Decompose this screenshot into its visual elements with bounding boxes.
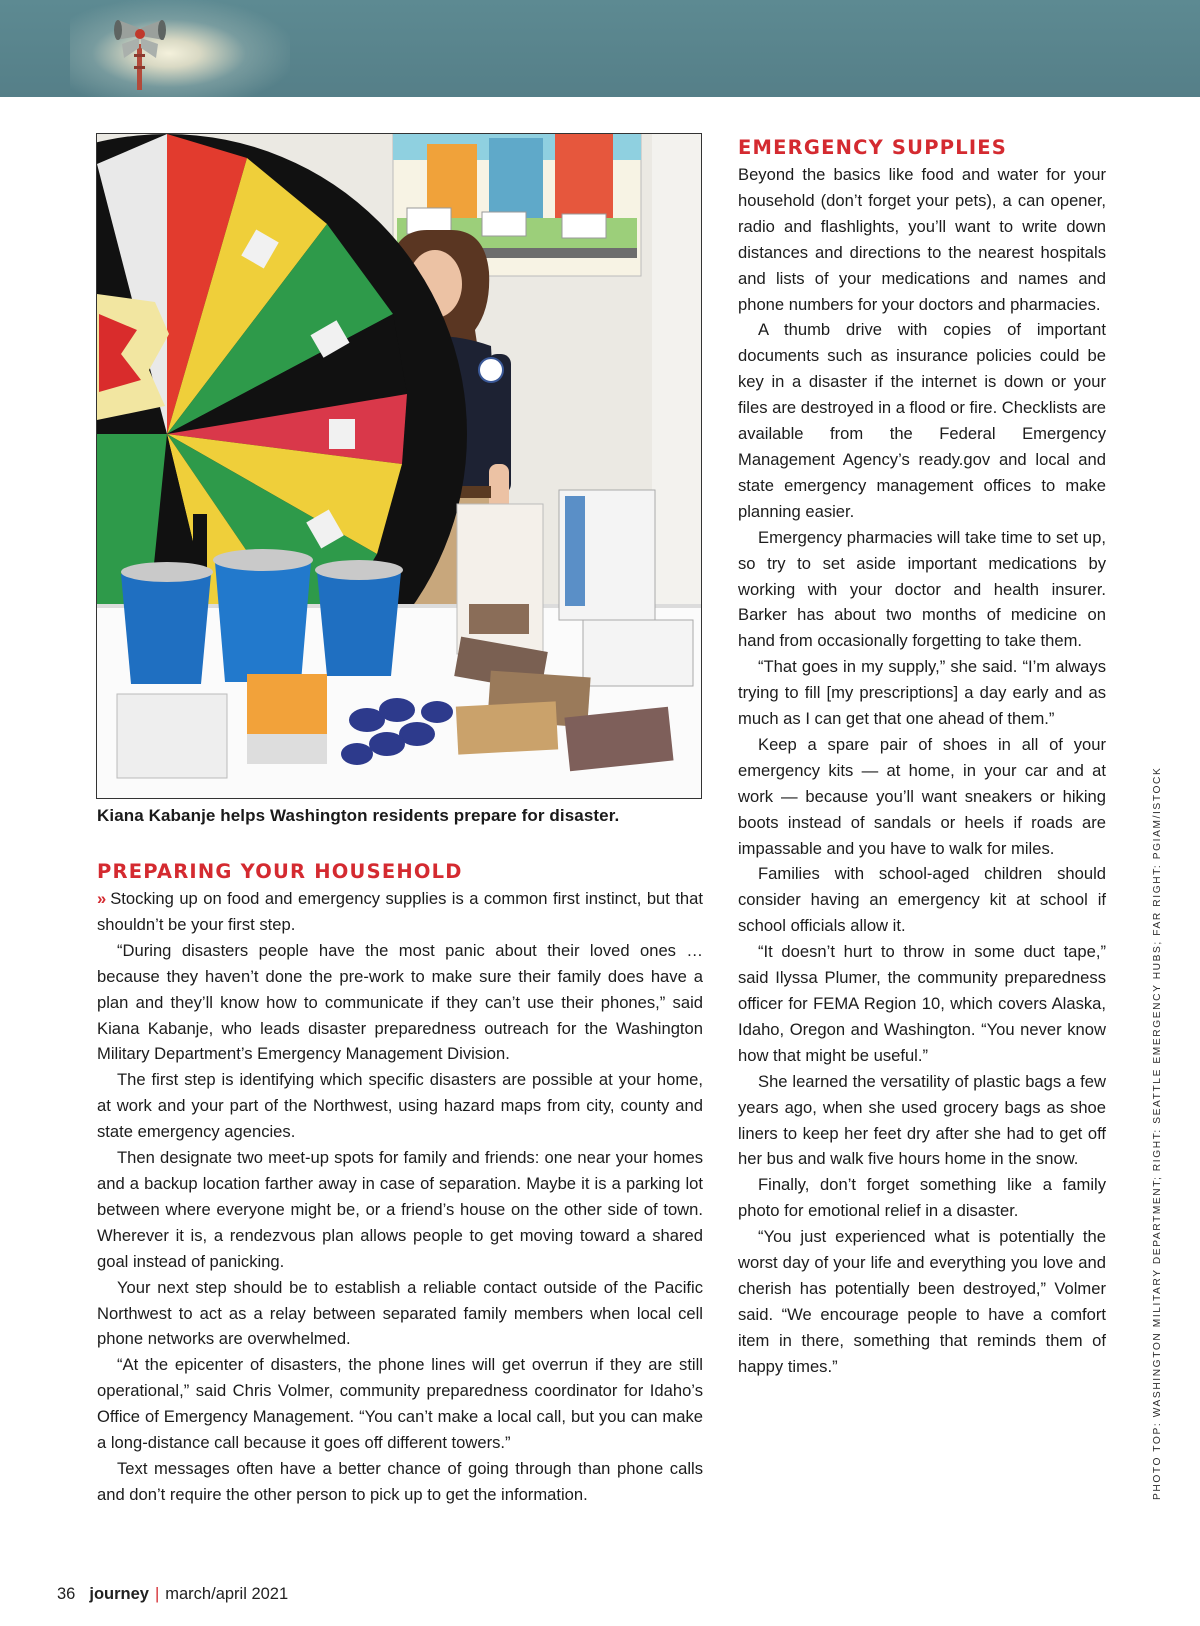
paragraph: “During disasters people have the most panic about their loved ones … because they haven’t done the pre-work to make sure their family does have a plan and they’ll know how to communicate if they can’t use their phones,” said Kiana Kabanje, who leads disaster preparedness outreach for the Washington Military Department’s Emergency Management Division.: [97, 940, 703, 1064]
right-column: [738, 134, 1106, 1380]
header-banner: [0, 0, 1200, 97]
paragraph: A thumb drive with copies of important documents such as insurance policies could be key in a disaster if the internet is down or your files are destroyed in a flood or fire. Checklists are available from the Federal Emergency Management Agency’s ready.gov and local and state emergency management offices to make planning easier.: [738, 320, 1106, 521]
banner-glow: [70, 0, 290, 97]
paragraph: Your next step should be to establish a reliable contact outside of the Pacific Northwest to act as a relay between separated family members when local cell phone networks are overwhelmed.: [97, 1277, 703, 1349]
paragraph: » Stocking up on food and emergency supplies is a common first instinct, but that shouldn’t be your first step.: [97, 889, 703, 934]
paragraph: Then designate two meet-up spots for family and friends: one near your homes and a backup location farther away in case of separation. Maybe it is a parking lot between where everyone might be, or a friend’s house on the other side of town. Wherever it is, a rendezvous plan allows people to get moving toward a shared goal instead of panicking.: [97, 1148, 703, 1271]
paragraph: “It doesn’t hurt to throw in some duct tape,” said Ilyssa Plumer, the community preparedness officer for FEMA Region 10, which covers Alaska, Idaho, Oregon and Washington. “You never know how that might be useful.”: [738, 942, 1106, 1065]
photo-credit: PHOTO TOP: WASHINGTON MILITARY DEPARTMENT; RIGHT: SEATTLE EMERGENCY HUBS; FAR RIGHT: PGIAM/ISTOCK: [1152, 766, 1163, 1500]
article-photo: [96, 133, 702, 799]
paragraph: Emergency pharmacies will take time to set up, so try to set aside important medications by working with your doctor and health insurer. Barker has about two months of medicine on hand from occasionally forgetting to take them.: [738, 527, 1106, 651]
photo-illustration: [97, 134, 701, 798]
page-number: 36: [57, 1585, 76, 1603]
page-footer: [57, 1585, 288, 1604]
paragraph: The first step is identifying which specific disasters are possible at your home, at work and your part of the Northwest, using hazard maps from city, county and state emergency agencies.: [97, 1070, 703, 1142]
chevron-marker-icon: »: [97, 889, 107, 908]
left-column: [97, 858, 703, 1508]
section-heading-supplies: EMERGENCY SUPPLIES: [738, 136, 1008, 159]
paragraph: Keep a spare pair of shoes in all of your emergency kits — at home, in your car and at work — because you’ll want sneakers or hiking boots instead of sandals or heels if roads are impassable and you have to walk for miles.: [738, 734, 1106, 858]
baskets: [121, 549, 403, 684]
paragraph: “You just experienced what is potentially the worst day of your life and everything you love and cherish has potentially been destroyed,” Volmer said. “We encourage people to have a comfort item in there, something that reminds them of happy times.”: [738, 1227, 1106, 1376]
paragraph: Text messages often have a better chance of going through than phone calls and don’t require the other person to pick up to get the information.: [97, 1458, 703, 1504]
magazine-name: journey: [89, 1585, 149, 1603]
photo-caption: Kiana Kabanje helps Washington residents prepare for disaster.: [97, 806, 620, 825]
emergency-siren-icon: [110, 14, 170, 90]
footer-separator: |: [154, 1585, 160, 1603]
paragraph: “That goes in my supply,” she said. “I’m always trying to fill [my prescriptions] a day early and as much as I can get that one ahead of them.”: [738, 657, 1106, 729]
issue-date: march/april 2021: [165, 1585, 289, 1603]
section-heading-preparing: PREPARING YOUR HOUSEHOLD: [97, 860, 463, 883]
paragraph: Families with school-aged children should consider having an emergency kit at school if school officials allow it.: [738, 864, 1106, 936]
paragraph: “At the epicenter of disasters, the phone lines will get overrun if they are still operational,” said Chris Volmer, community preparedness coordinator for Idaho’s Office of Emergency Management. “You can’t make a local call, but you can make a long-distance call because it goes off different towers.”: [97, 1355, 703, 1453]
paragraph: Finally, don’t forget something like a family photo for emotional relief in a disaster.: [738, 1175, 1106, 1221]
paragraph: Beyond the basics like food and water for your household (don’t forget your pets), a can opener, radio and flashlights, you’ll want to write down distances and directions to the nearest hospitals and lists of your medications and names and phone numbers for your doctors and pharmacies.: [738, 165, 1106, 314]
paragraph: She learned the versatility of plastic bags a few years ago, when she used grocery bags as shoe liners to keep her feet dry after she had to get off her bus and walk five hours home in the snow.: [738, 1071, 1106, 1169]
